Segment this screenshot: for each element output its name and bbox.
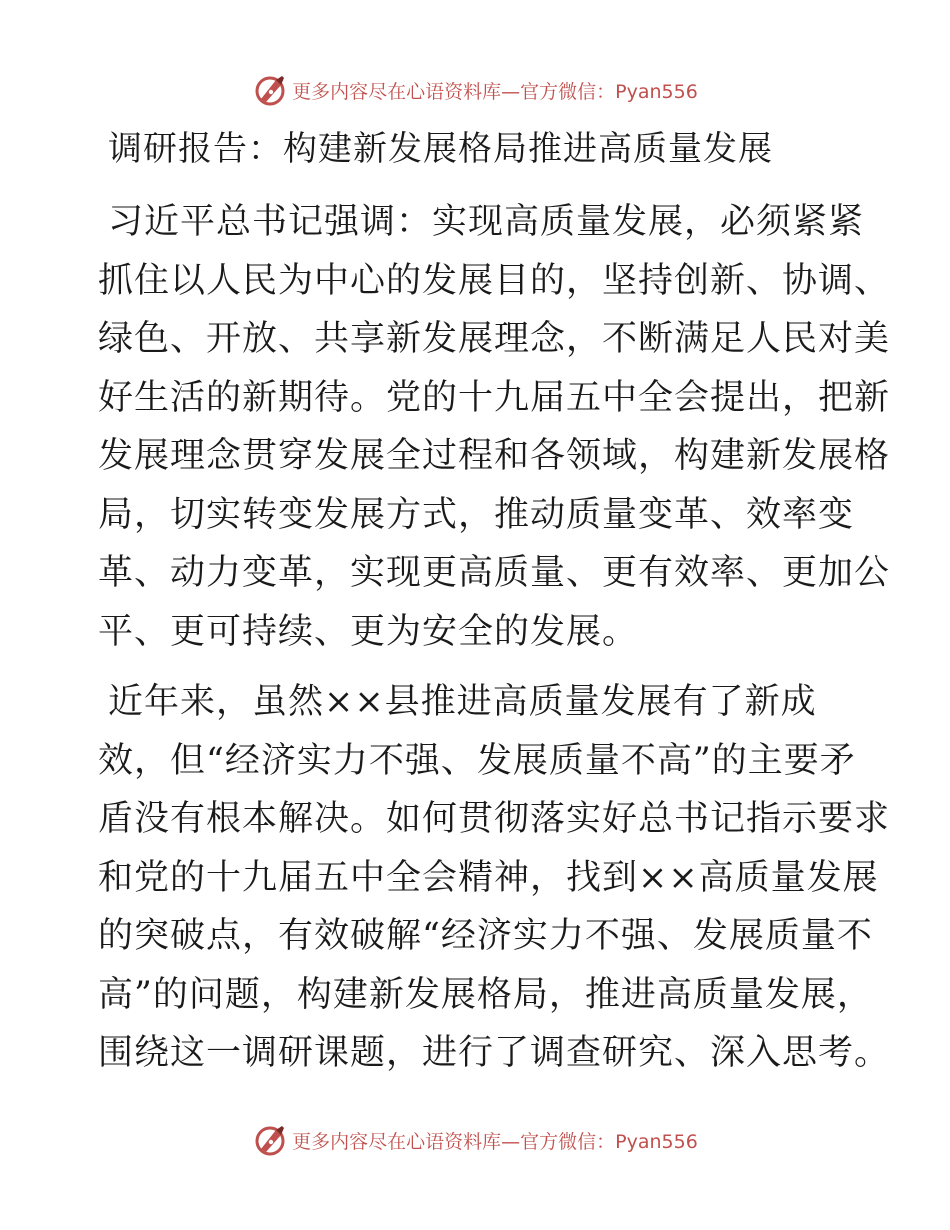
paragraph-line: 习近平总书记强调：实现高质量发展，必须紧紧 (108, 202, 865, 242)
paragraph-line: 效，但“经济实力不强、发展质量不高”的主要矛 (98, 740, 856, 781)
watermark-handle: Pyan556 (615, 1130, 698, 1153)
paragraph-line: 绿色、开放、共享新发展理念，不断满足人民对美 (98, 319, 891, 359)
paragraph-line: 发展理念贯穿发展全过程和各领域，构建新发展格 (98, 436, 891, 476)
paragraph-line: 局，切实转变发展方式，推动质量变革、效率变 (98, 494, 855, 535)
paragraph-line: 和党的十九届五中全会精神，找到××高质量发展 (98, 857, 879, 898)
pen-nib-seal-icon (252, 72, 288, 108)
watermark-text (292, 77, 698, 104)
paragraph-line: 盾没有根本解决。如何贯彻落实好总书记指示要求 (98, 799, 891, 839)
paragraph-line: 近年来，虽然××县推进高质量发展有了新成 (108, 682, 817, 722)
paragraph-line: 围绕这一调研课题，进行了调查研究、深入思考。 (98, 1033, 891, 1073)
footer-watermark-banner (0, 1120, 950, 1160)
header-watermark-banner (0, 70, 950, 110)
watermark-caption: 更多内容尽在心语资料库—官方微信： (292, 1130, 616, 1153)
document-title: 调研报告：构建新发展格局推进高质量发展 (108, 129, 773, 169)
body-paragraph-2 (98, 673, 891, 1083)
paragraph-line: 平、更可持续、更为安全的发展。 (98, 611, 639, 652)
watermark-handle: Pyan556 (615, 80, 698, 103)
paragraph-line: 高”的问题，构建新发展格局，推进高质量发展， (98, 974, 873, 1015)
paragraph-line: 革、动力变革，实现更高质量、更有效率、更加公 (98, 553, 891, 593)
watermark-caption: 更多内容尽在心语资料库—官方微信： (292, 80, 616, 103)
body-paragraph-1 (98, 193, 891, 661)
paragraph-line: 好生活的新期待。党的十九届五中全会提出，把新 (98, 377, 891, 418)
paragraph-line: 抓住以人民为中心的发展目的，坚持创新、协调、 (98, 260, 891, 301)
pen-nib-seal-icon (252, 1122, 288, 1158)
watermark-text (292, 1127, 698, 1154)
paragraph-line: 的突破点，有效破解“经济实力不强、发展质量不 (98, 916, 873, 956)
